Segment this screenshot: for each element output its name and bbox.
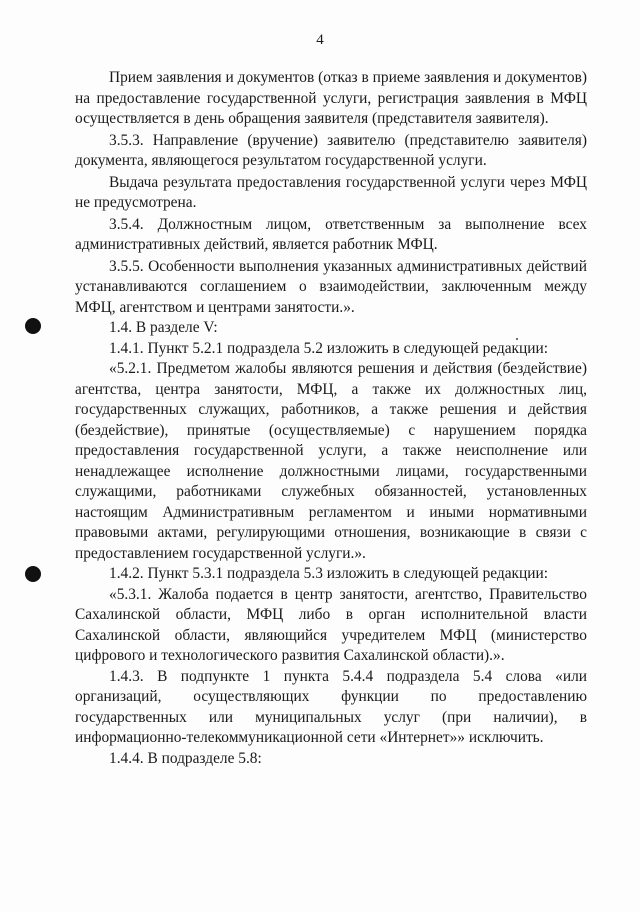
paragraph: «5.2.1. Предметом жалобы являются решения и действия (бездействие) агентства, центра занятости, МФЦ, а также их должностных лиц, государственных служащих, работников, а также решения и действия (бездействие), принятые (осуществляемые) с нарушением порядка предоставления государственной услуги, а также неисполнение или ненадлежащее исполнение должностными лицами, государственными служащими, работниками служебных обязанностей, установленных настоящим Административным регламентом и иными нормативными правовыми актами, регулирующими отношения, возникающие в связи с предоставлением государственной услуги.». (75, 360, 587, 562)
paragraph: 3.5.3. Направление (вручение) заявителю (представителю заявителя) документа, являющегося результатом государственной услуги. (75, 131, 587, 169)
paragraph: 1.4.1. Пункт 5.2.1 подраздела 5.2 изложить в следующей редакции: (109, 339, 549, 357)
paragraph: Прием заявления и документов (отказ в приеме заявления и документов) на предоставление государственной услуги, регистрация заявления в МФЦ осуществляется в день обращения заявителя (представителя заявителя). (75, 69, 587, 127)
paragraph: 3.5.5. Особенности выполнения указанных административных действий устанавливаются соглашением о взаимодействии, заключенным между МФЦ, агентством и центрами занятости.». (75, 257, 587, 316)
paragraph: 1.4.2. Пункт 5.3.1 подраздела 5.3 изложить в следующей редакции: (109, 565, 549, 582)
paragraph: Выдача результата предоставления государственной услуги через МФЦ не предусмотрена. (75, 173, 587, 211)
page-number: 4 (316, 32, 324, 48)
paragraph: «5.3.1. Жалоба подается в центр занятости, агентство, Правительство Сахалинской области, МФЦ либо в орган исполнительной власти Сахалинской области, являющийся учредителем МФЦ (министерство цифрового и технологического развития Сахалинской области).». (75, 585, 587, 664)
punch-hole-mark (25, 318, 41, 334)
paragraph: 3.5.4. Должностным лицом, ответственным за выполнение всех административных действий, является работник МФЦ. (75, 215, 587, 253)
paragraph: 1.4. В разделе V: (109, 319, 218, 336)
paragraph: 1.4.4. В подразделе 5.8: (109, 749, 262, 767)
document-body (75, 68, 587, 769)
punch-hole-mark (25, 566, 41, 582)
paragraph: 1.4.3. В подпункте 1 пункта 5.4.4 подраздела 5.4 слова «или организаций, осуществляющих функции по предоставлению государственных или муниципальных услуг (при наличии), в информационно-телекоммуникационной сети «Интернет»» исключить. (75, 667, 587, 746)
